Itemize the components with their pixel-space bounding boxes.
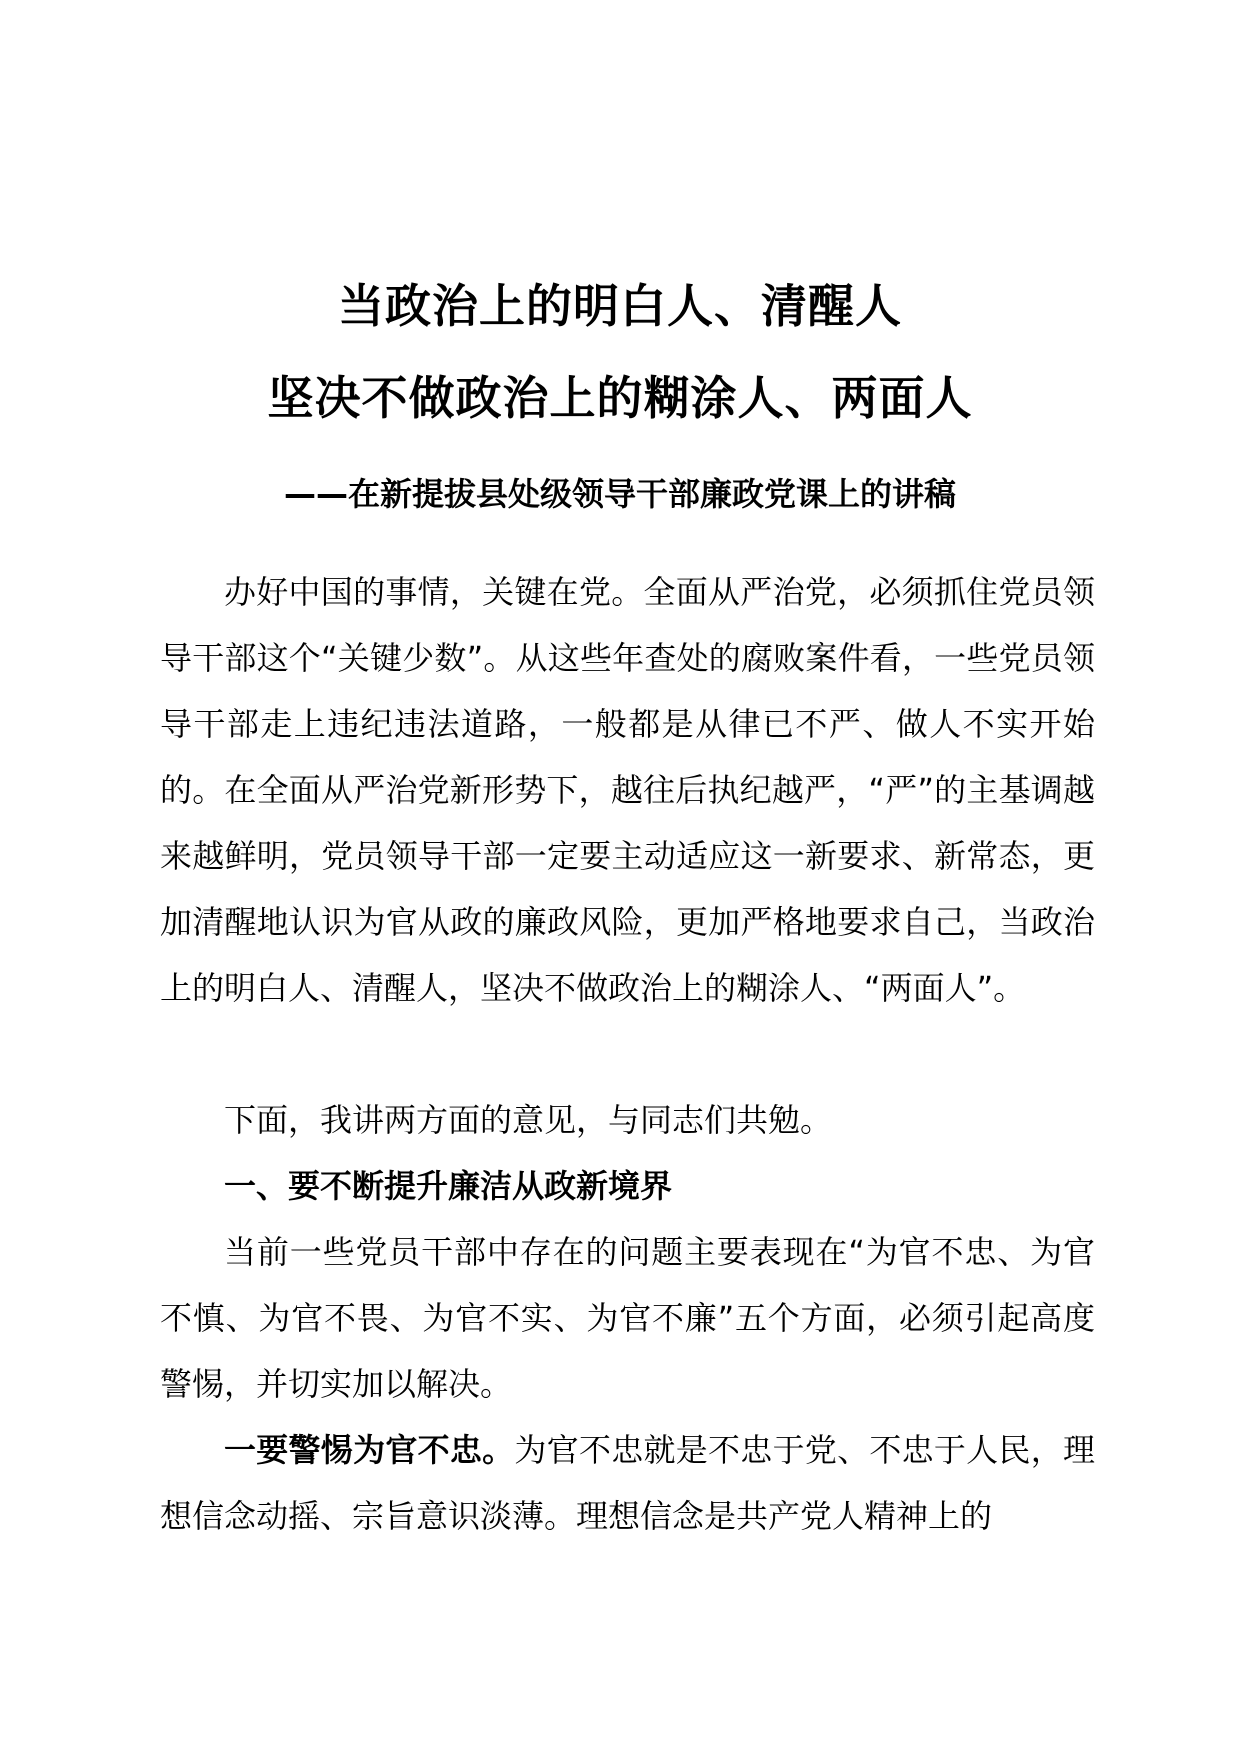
- paragraph-body-text: 为官不忠就是不忠于党、不忠于人民，理想信念动摇、宗旨意识淡薄。理想信念是共产党人精神上的: [160, 1431, 1095, 1535]
- paragraph-loyalty: [160, 1417, 1095, 1549]
- paragraph-lead-phrase: 一要警惕为官不忠。: [224, 1431, 515, 1469]
- document-title-line-1: 当政治上的明白人、清醒人: [338, 279, 902, 333]
- paragraph-intro: 办好中国的事情，关键在党。全面从严治党，必须抓住党员领导干部这个“关键少数”。从这些年查处的腐败案件看，一些党员领导干部走上违纪违法道路，一般都是从律已不严、做人不实开始的。在全面从严治党新形势下，越往后执纪越严，“严”的主基调越来越鲜明，党员领导干部一定要主动适应这一新要求、新常态，更加清醒地认识为官从政的廉政风险，更加严格地要求自己，当政治上的明白人、清醒人，坚决不做政治上的糊涂人、“两面人”。: [160, 573, 1095, 1007]
- document-subtitle: ——在新提拔县处级领导干部廉政党课上的讲稿: [283, 475, 956, 513]
- section-heading-1: 一、要不断提升廉洁从政新境界: [224, 1167, 673, 1205]
- paragraph-outline: 下面，我讲两方面的意见，与同志们共勉。: [224, 1101, 833, 1139]
- paragraph-problems: 当前一些党员干部中存在的问题主要表现在“为官不忠、为官不慎、为官不畏、为官不实、为官不廉”五个方面，必须引起高度警惕，并切实加以解决。: [160, 1233, 1095, 1403]
- document-title-line-2: 坚决不做政治上的糊涂人、两面人: [267, 371, 973, 425]
